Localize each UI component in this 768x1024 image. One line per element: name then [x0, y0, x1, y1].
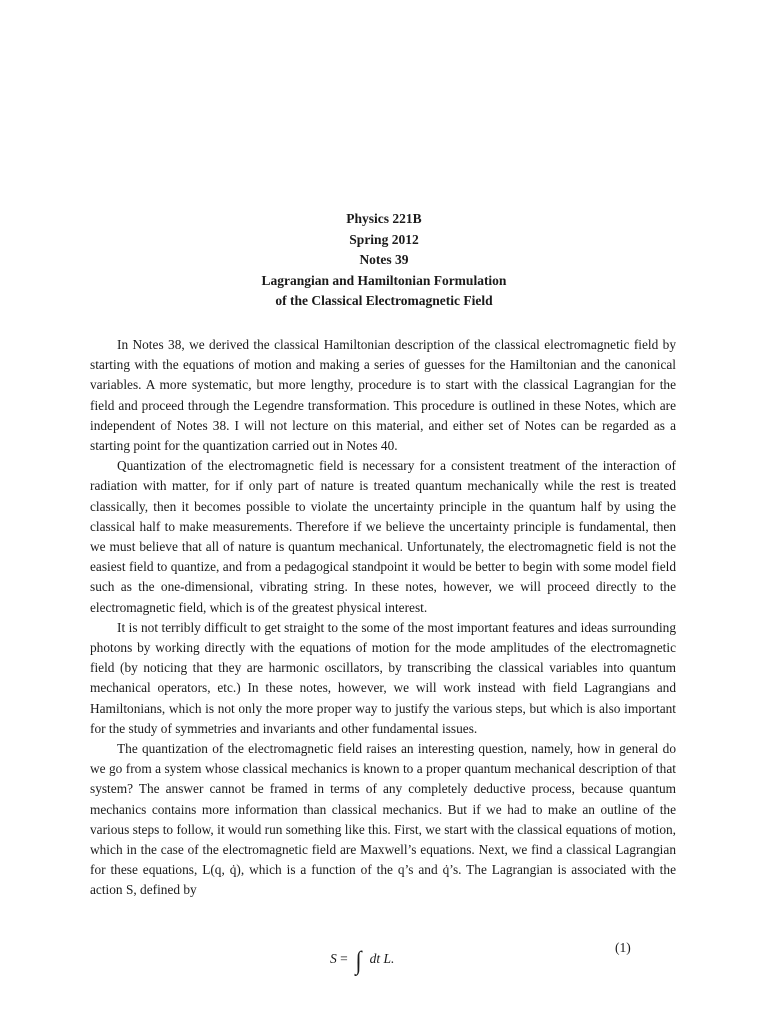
- equation-number: (1): [615, 940, 631, 955]
- body-text: [90, 335, 676, 901]
- course-title: Physics 221B: [346, 211, 422, 226]
- title-block: [0, 209, 768, 312]
- paragraph-3: It is not terribly difficult to get straight to the some of the most important features and ideas surrounding photons by working directly with the equations of motion for the mode amplitudes of the electromagnetic field (by noticing that they are harmonic oscillators, by transcribing the classical variables into quantum mechanical operators, etc.) In these notes, however, we will work instead with field Lagrangians and Hamiltonians, which is not only the more proper way to justify the various steps, but which is also important for the study of symmetries and invariants and other fundamental issues.: [90, 619, 676, 736]
- equation-integrand: dt L.: [369, 951, 395, 966]
- notes-title-line-1: Lagrangian and Hamiltonian Formulation: [261, 272, 507, 288]
- paragraph-4: The quantization of the electromagnetic field raises an interesting question, namely, how in general do we go from a system whose classical mechanics is known to a proper quantum mechanical description of that system? The answer cannot be framed in terms of any completely deductive process, because quantum mechanics contains more information than classical mechanics. But if we had to make an outline of the various steps to follow, it would run something like this. First, we start with the classical equations of motion, which in the case of the electromagnetic field are Maxwell’s equations. Next, we find a classical Lagrangian for these equations, L(q, q̇), which is a function of the q’s and q̇’s. The Lagrangian is associated with the action S, defined by: [90, 741, 676, 898]
- paragraph-2: Quantization of the electromagnetic field is necessary for a consistent treatment of the interaction of radiation with matter, for if only part of nature is treated quantum mechanically while the rest is treated classically, then it becomes possible to violate the uncertainty principle in the quantum half by using the classical half to make measurements. Therefore if we believe the uncertainty principle is fundamental, then we must believe that all of nature is quantum mechanical. Unfortunately, the electromagnetic field is not the easiest field to quantize, and from a pedagogical standpoint it would be better to begin with some model field such as the one-dimensional, vibrating string. In these notes, however, we will proceed directly to the electromagnetic field, which is of the greatest physical interest.: [90, 458, 676, 615]
- term: Spring 2012: [349, 231, 419, 247]
- integral-sign: ∫: [355, 946, 362, 975]
- notes-title-line-2: of the Classical Electromagnetic Field: [275, 293, 493, 309]
- paragraph-1: In Notes 38, we derived the classical Hamiltonian description of the classical electromagnetic field by starting with the equations of motion and making a series of guesses for the Hamiltonian and the canonical variables. A more systematic, but more lengthy, procedure is to start with the classical Lagrangian for the field and proceed through the Legendre transformation. This procedure is outlined in these Notes, which are independent of Notes 38. I will not lecture on this material, and either set of Notes can be regarded as a starting point for the quantization carried out in Notes 40.: [90, 337, 676, 454]
- equation-lhs: S: [330, 951, 337, 966]
- notes-number: Notes 39: [359, 252, 409, 268]
- equation-body: [330, 940, 395, 975]
- equation-1: [0, 928, 768, 975]
- equation-equals: =: [340, 951, 348, 966]
